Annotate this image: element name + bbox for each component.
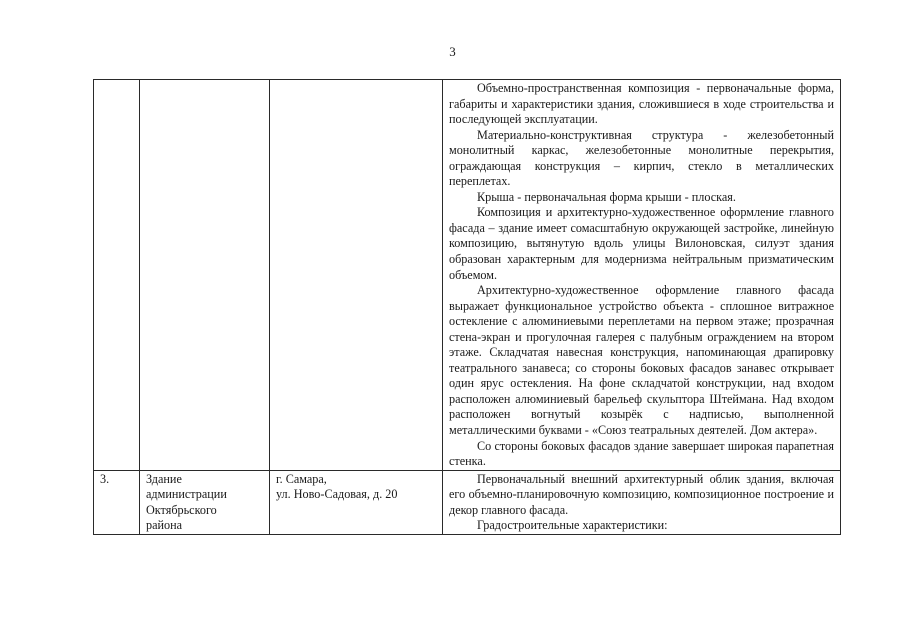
description-paragraph: Крыша - первоначальная форма крыши - плоская. <box>477 189 736 204</box>
object-description-cell <box>443 80 841 471</box>
description-paragraph: Объемно-пространственная композиция - первоначальные форма, габариты и характеристики здания, сложившиеся в ходе строительства и последующей эксплуатации. <box>449 81 834 127</box>
description-paragraph: Первоначальный внешний архитектурный облик здания, включая его объемно-планировочную композицию, композиционное построение и декор главного фасада. <box>449 471 834 517</box>
object-address-line: ул. Ново-Садовая, д. 20 <box>276 487 398 502</box>
object-name-line: администрации <box>146 487 227 502</box>
row-number-cell <box>94 80 140 471</box>
description-paragraph: Со стороны боковых фасадов здание завершает широкая парапетная стенка. <box>449 438 834 469</box>
object-name-cell <box>140 470 270 534</box>
object-description-cell <box>443 470 841 534</box>
object-name-line: района <box>146 518 183 533</box>
description-paragraph: Градостроительные характеристики: <box>477 518 668 533</box>
description-paragraph: Композиция и архитектурно-художественное оформление главного фасада – здание имеет сомасштабную окружающей застройке, линейную композицию, вытянутую вдоль улицы Вилоновская, силуэт здания образован характерным для модернизма нейтральным призматическим объемом. <box>449 205 834 282</box>
description-paragraph: Материально-конструктивная структура - железобетонный монолитный каркас, железобетонные монолитные перекрытия, ограждающая конструкция – кирпич, стекло в металлических переплетах. <box>449 127 834 189</box>
object-table <box>93 79 841 535</box>
object-address-cell <box>270 80 443 471</box>
object-name-line: Октябрьского <box>146 502 217 517</box>
row-number-cell: 3. <box>94 470 140 534</box>
object-address-cell <box>270 470 443 534</box>
table-row <box>94 80 841 471</box>
object-name-line: Здание <box>146 471 182 486</box>
table-row <box>94 470 841 534</box>
object-address-line: г. Самара, <box>276 471 327 486</box>
page-number: 3 <box>449 44 456 59</box>
object-name-cell <box>140 80 270 471</box>
description-paragraph: Архитектурно-художественное оформление главного фасада выражает функциональное устройство объекта - сплошное витражное остекление с алюминиевыми переплетами на первом этаже; прозрачная стена-экран и прогулочная галерея с палубным ограждением на втором этаже. Складчатая навесная конструкция, напоминающая драпировку театрального занавеса; со стороны боковых фасадов занавес открывает один ярус остекления. На фоне складчатой конструкции, над входом расположен алюминиевый барельеф скульптора Штеймана. Над входом расположен вогнутый козырёк с надписью, выполненной металлическими буквами - «Союз театральных деятелей. Дом актера». <box>449 283 834 438</box>
